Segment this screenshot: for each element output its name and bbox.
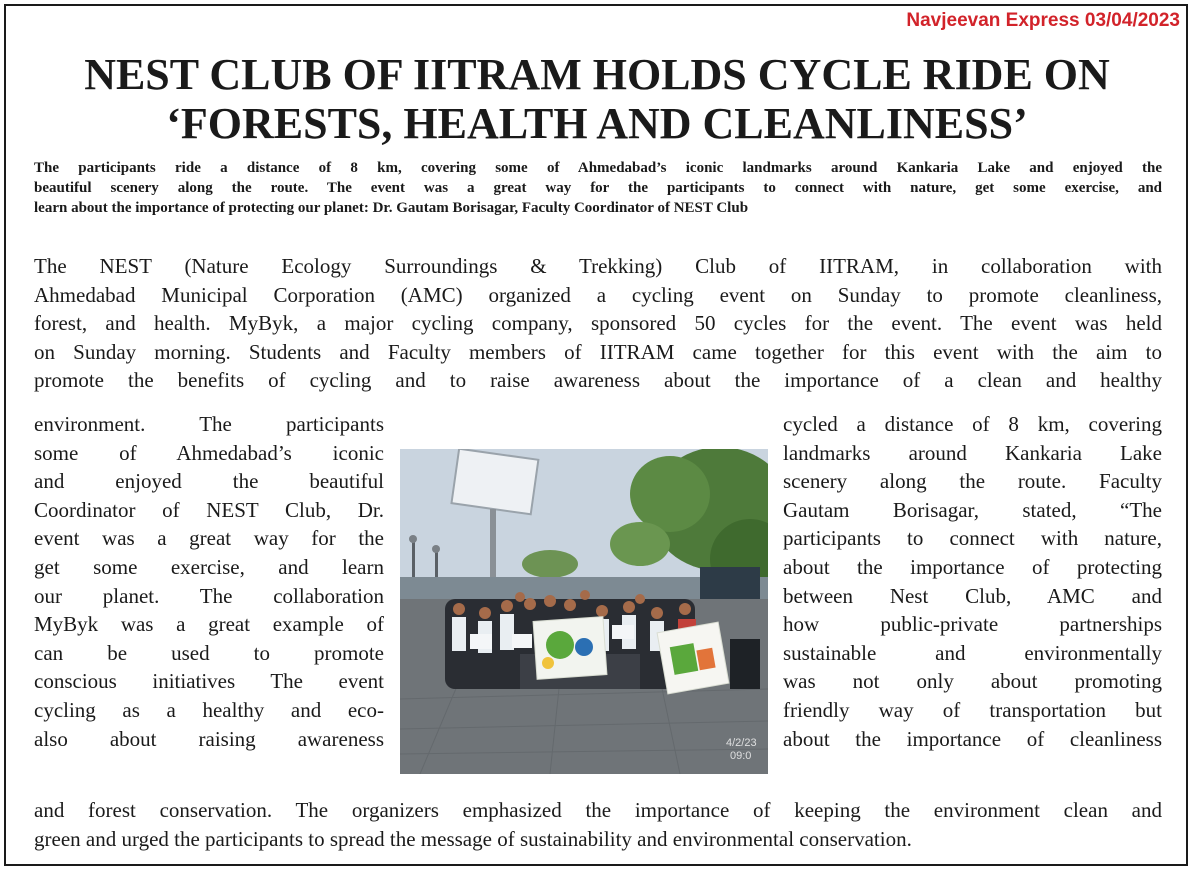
headline-line: NEST CLUB OF IITRAM HOLDS CYCLE RIDE ON xyxy=(84,50,1110,99)
photo-banner-right xyxy=(657,622,729,694)
right-column-line: about the importance of cleanliness xyxy=(783,726,1162,751)
headline-line: ‘FORESTS, HEALTH AND CLEANLINESS’ xyxy=(166,99,1028,148)
left-column-line: environment. The participants xyxy=(34,412,384,436)
right-column-line: was not only about promoting xyxy=(783,669,1162,694)
photo-timestamp-time-text xyxy=(730,750,751,762)
left-column-line: some of Ahmedabad’s iconic xyxy=(34,440,384,465)
left-column-line: get some exercise, and learn xyxy=(34,554,384,579)
left-column-line: event was a great way for the xyxy=(34,526,384,551)
right-column-line: friendly way of transportation but xyxy=(783,697,1162,722)
intro-line: The NEST (Nature Ecology Surroundings & Trekking) Club of IITRAM, in collaboration with xyxy=(34,254,1162,278)
right-column-line: between Nest Club, AMC and xyxy=(783,583,1162,608)
photo-timestamp-date: 4/2/23 xyxy=(726,737,757,749)
article-headline xyxy=(0,50,1194,148)
right-column-line: sustainable and environmentally xyxy=(783,640,1162,665)
right-column-line: how public-private partnerships xyxy=(783,612,1162,637)
left-column-line: cycling as a healthy and eco- xyxy=(34,697,384,722)
left-column-line: our planet. The collaboration xyxy=(34,583,384,608)
group-photo xyxy=(400,449,768,774)
left-column-line: MyByk was a great example of xyxy=(34,612,384,637)
intro-line: promote the benefits of cycling and to raise awareness about the importance of a clean and healthy xyxy=(34,368,1162,393)
left-column-line: Coordinator of NEST Club, Dr. xyxy=(34,497,384,522)
article-closing xyxy=(34,796,1162,853)
left-column-line: conscious initiatives The event xyxy=(34,669,384,694)
right-column-line: cycled a distance of 8 km, covering xyxy=(783,412,1162,436)
subhead-line: learn about the importance of protecting our planet: Dr. Gautam Borisagar, Faculty Coordinator of NEST Club xyxy=(34,200,749,216)
right-column-line: about the importance of protecting xyxy=(783,554,1162,579)
photo-banner-left xyxy=(533,617,607,680)
photo-timestamp xyxy=(726,737,757,749)
photo-bike xyxy=(730,639,760,689)
closing-line: green and urged the participants to spread the message of sustainability and environmental conservation. xyxy=(34,826,912,851)
intro-line: forest, and health. MyByk, a major cycling company, sponsored 50 cycles for the event. The event was held xyxy=(34,311,1162,336)
left-column-line: also about raising awareness xyxy=(34,726,384,751)
closing-line: and forest conservation. The organizers emphasized the importance of keeping the environment clean and xyxy=(34,798,1162,822)
subhead-line: beautiful scenery along the route. The event was a great way for the participants to connect with nature, get some exercise, and xyxy=(34,180,1162,196)
subhead-line: The participants ride a distance of 8 km, covering some of Ahmedabad’s iconic landmarks around Kankaria Lake and enjoyed the xyxy=(34,160,1162,176)
right-column-line: Gautam Borisagar, stated, “The xyxy=(783,497,1162,522)
article-intro xyxy=(34,252,1162,395)
left-column-line: can be used to promote xyxy=(34,640,384,665)
right-column-line: participants to connect with nature, xyxy=(783,526,1162,551)
intro-line: Ahmedabad Municipal Corporation (AMC) organized a cycling event on Sunday to promote cleanliness, xyxy=(34,282,1162,307)
article-right-column xyxy=(783,410,1162,753)
intro-line: on Sunday morning. Students and Faculty members of IITRAM came together for this event with the aim to xyxy=(34,339,1162,364)
right-column-line: scenery along the route. Faculty xyxy=(783,469,1162,494)
article-subhead xyxy=(34,158,1162,218)
left-column-line: and enjoyed the beautiful xyxy=(34,469,384,494)
right-column-line: landmarks around Kankaria Lake xyxy=(783,440,1162,465)
article-left-column xyxy=(34,410,384,753)
photo-timestamp-time: 09:0 xyxy=(730,750,752,762)
newspaper-source-date: Navjeevan Express 03/04/2023 xyxy=(906,10,1180,31)
